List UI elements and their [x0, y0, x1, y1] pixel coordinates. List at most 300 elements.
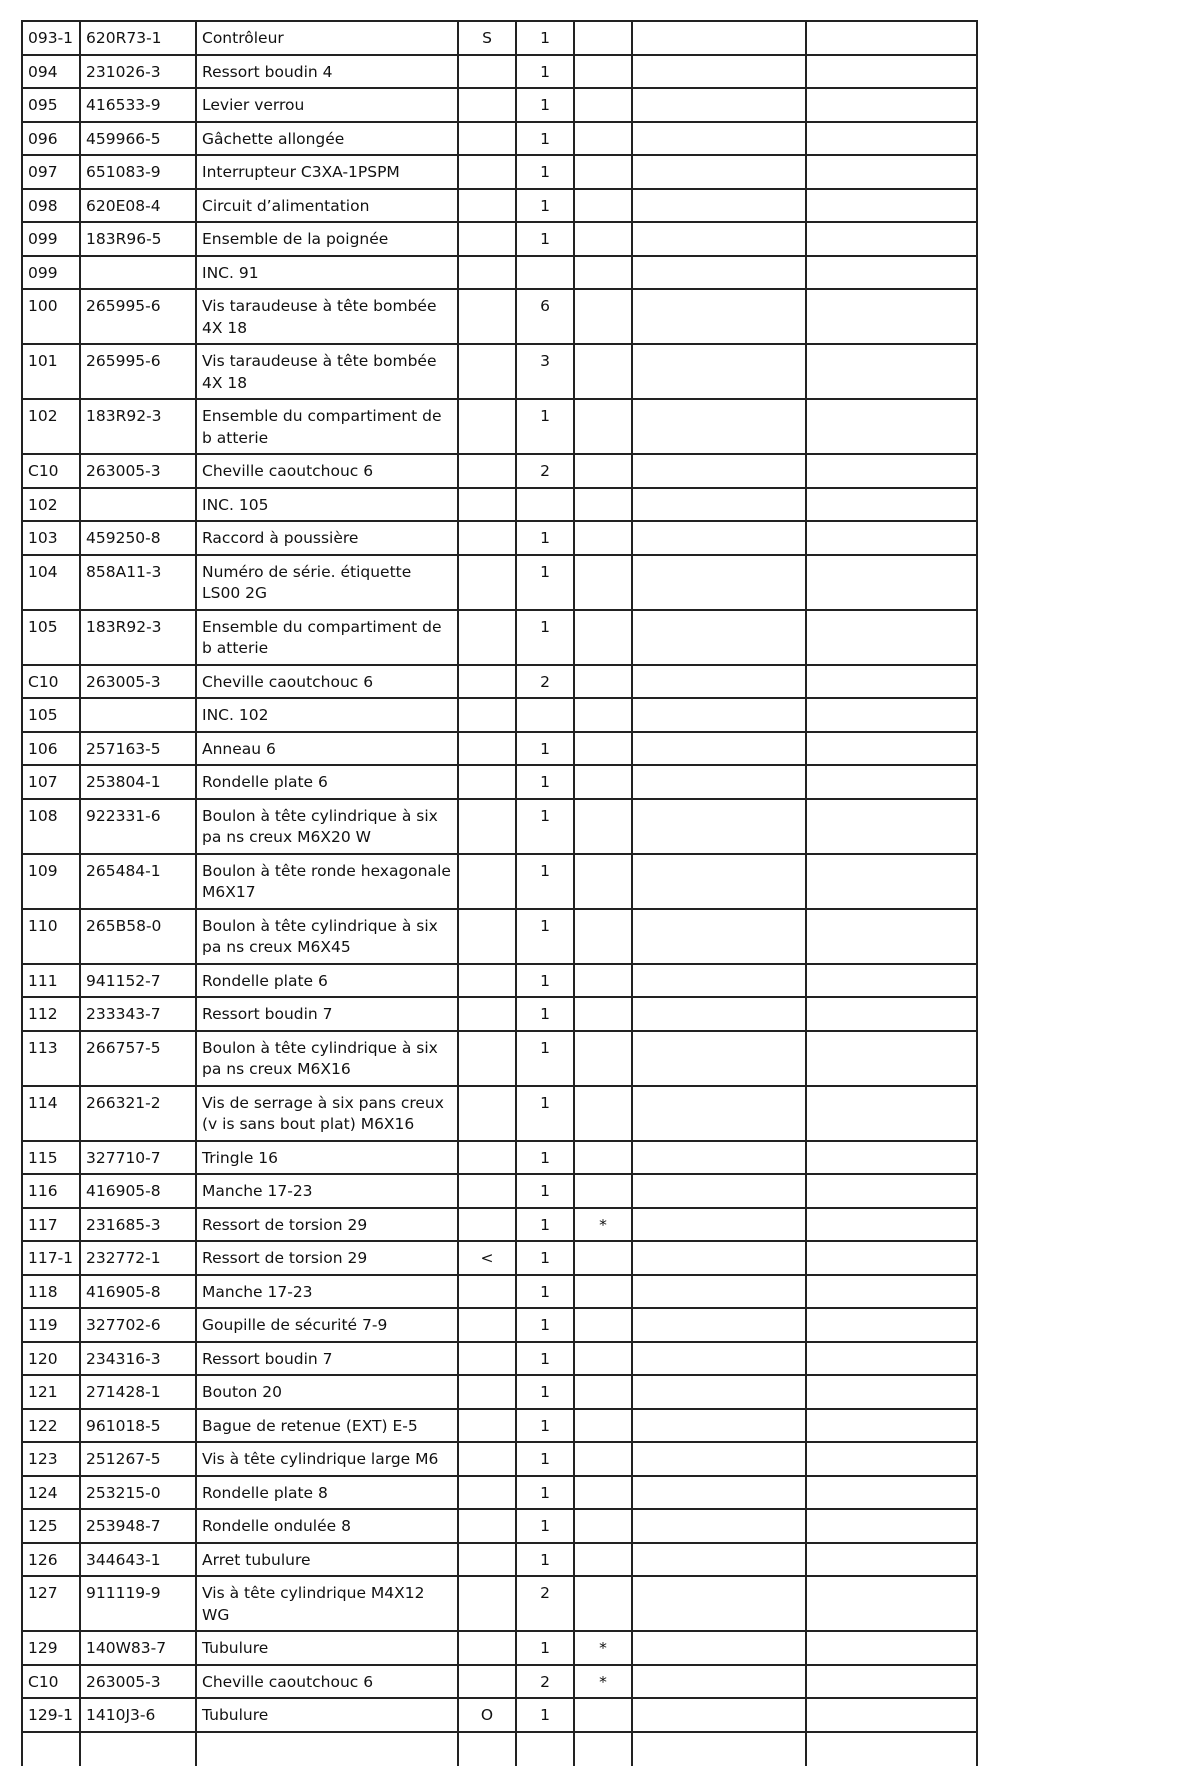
empty-cell [806, 454, 977, 488]
code-cell [458, 1086, 516, 1141]
part-reference-cell: 253804-1 [80, 765, 196, 799]
empty-cell [806, 399, 977, 454]
part-reference-cell: 1410J3-6 [80, 1698, 196, 1732]
note-cell [574, 854, 632, 909]
empty-cell [806, 698, 977, 732]
table-row [22, 1375, 977, 1409]
empty-cell [632, 1174, 806, 1208]
empty-cell [806, 256, 977, 290]
empty-cell [22, 1732, 80, 1766]
table-row-empty [22, 1732, 977, 1766]
empty-cell [632, 555, 806, 610]
note-cell [574, 765, 632, 799]
empty-cell [806, 1086, 977, 1141]
item-number-cell: 106 [22, 732, 80, 766]
description-cell: Gâchette allongée [196, 122, 458, 156]
empty-cell [806, 1174, 977, 1208]
empty-cell [516, 1732, 574, 1766]
quantity-cell: 2 [516, 454, 574, 488]
part-reference-cell: 961018-5 [80, 1409, 196, 1443]
quantity-cell: 1 [516, 909, 574, 964]
part-reference-cell: 416905-8 [80, 1174, 196, 1208]
item-number-cell: 112 [22, 997, 80, 1031]
description-cell: Ensemble du compartiment de b atterie [196, 399, 458, 454]
description-cell: Ressort de torsion 29 [196, 1241, 458, 1275]
part-reference-cell: 257163-5 [80, 732, 196, 766]
empty-cell [632, 732, 806, 766]
empty-cell [806, 854, 977, 909]
item-number-cell: 108 [22, 799, 80, 854]
table-row [22, 997, 977, 1031]
item-number-cell: 129-1 [22, 1698, 80, 1732]
item-number-cell: 110 [22, 909, 80, 964]
empty-cell [632, 964, 806, 998]
code-cell [458, 189, 516, 223]
part-reference-cell: 266757-5 [80, 1031, 196, 1086]
empty-cell [632, 488, 806, 522]
code-cell [458, 1308, 516, 1342]
parts-table [21, 20, 978, 1766]
quantity-cell: 1 [516, 1476, 574, 1510]
empty-cell [806, 799, 977, 854]
empty-cell [632, 1308, 806, 1342]
code-cell [458, 765, 516, 799]
empty-cell [632, 88, 806, 122]
item-number-cell: 123 [22, 1442, 80, 1476]
description-cell: Manche 17-23 [196, 1174, 458, 1208]
empty-cell [806, 1375, 977, 1409]
code-cell [458, 289, 516, 344]
empty-cell [632, 222, 806, 256]
code-cell [458, 1174, 516, 1208]
code-cell [458, 521, 516, 555]
item-number-cell: 124 [22, 1476, 80, 1510]
code-cell: S [458, 21, 516, 55]
table-row [22, 1543, 977, 1577]
table-row [22, 521, 977, 555]
code-cell [458, 1509, 516, 1543]
empty-cell [632, 698, 806, 732]
part-reference-cell: 416905-8 [80, 1275, 196, 1309]
note-cell [574, 122, 632, 156]
item-number-cell: C10 [22, 454, 80, 488]
description-cell: Bouton 20 [196, 1375, 458, 1409]
item-number-cell: 094 [22, 55, 80, 89]
quantity-cell: 3 [516, 344, 574, 399]
empty-cell [632, 454, 806, 488]
part-reference-cell: 231685-3 [80, 1208, 196, 1242]
table-row [22, 732, 977, 766]
quantity-cell: 1 [516, 1543, 574, 1577]
description-cell: Ensemble du compartiment de b atterie [196, 610, 458, 665]
part-reference-cell: 266321-2 [80, 1086, 196, 1141]
note-cell [574, 155, 632, 189]
empty-cell [806, 344, 977, 399]
code-cell [458, 1375, 516, 1409]
code-cell [458, 610, 516, 665]
quantity-cell: 1 [516, 521, 574, 555]
quantity-cell: 1 [516, 1631, 574, 1665]
empty-cell [806, 1208, 977, 1242]
table-row [22, 222, 977, 256]
table-row [22, 854, 977, 909]
code-cell [458, 1476, 516, 1510]
part-reference-cell: 265995-6 [80, 344, 196, 399]
code-cell [458, 1342, 516, 1376]
empty-cell [806, 21, 977, 55]
quantity-cell: 1 [516, 964, 574, 998]
code-cell [458, 1208, 516, 1242]
part-reference-cell [80, 488, 196, 522]
part-reference-cell: 416533-9 [80, 88, 196, 122]
part-reference-cell: 263005-3 [80, 665, 196, 699]
item-number-cell: 099 [22, 222, 80, 256]
note-cell [574, 21, 632, 55]
part-reference-cell: 233343-7 [80, 997, 196, 1031]
quantity-cell: 1 [516, 1308, 574, 1342]
item-number-cell: 105 [22, 698, 80, 732]
empty-cell [632, 1665, 806, 1699]
empty-cell [632, 1543, 806, 1577]
quantity-cell: 1 [516, 610, 574, 665]
code-cell [458, 256, 516, 290]
description-cell: Rondelle ondulée 8 [196, 1509, 458, 1543]
table-row [22, 454, 977, 488]
note-cell [574, 1308, 632, 1342]
note-cell [574, 1375, 632, 1409]
empty-cell [806, 1275, 977, 1309]
empty-cell [632, 1576, 806, 1631]
item-number-cell: 111 [22, 964, 80, 998]
description-cell: INC. 105 [196, 488, 458, 522]
empty-cell [806, 1442, 977, 1476]
quantity-cell: 1 [516, 1174, 574, 1208]
description-cell: Vis taraudeuse à tête bombée 4X 18 [196, 344, 458, 399]
empty-cell [806, 1031, 977, 1086]
item-number-cell: 113 [22, 1031, 80, 1086]
description-cell: Vis taraudeuse à tête bombée 4X 18 [196, 289, 458, 344]
empty-cell [806, 1409, 977, 1443]
note-cell [574, 964, 632, 998]
note-cell [574, 1342, 632, 1376]
part-reference-cell: 263005-3 [80, 1665, 196, 1699]
note-cell [574, 1031, 632, 1086]
quantity-cell: 1 [516, 732, 574, 766]
empty-cell [632, 1275, 806, 1309]
empty-cell [806, 1241, 977, 1275]
description-cell: Vis à tête cylindrique large M6 [196, 1442, 458, 1476]
empty-cell [632, 1442, 806, 1476]
description-cell: Goupille de sécurité 7-9 [196, 1308, 458, 1342]
empty-cell [806, 610, 977, 665]
item-number-cell: 117-1 [22, 1241, 80, 1275]
part-reference-cell: 620R73-1 [80, 21, 196, 55]
table-row [22, 1442, 977, 1476]
quantity-cell: 1 [516, 1208, 574, 1242]
part-reference-cell: 922331-6 [80, 799, 196, 854]
code-cell [458, 1665, 516, 1699]
part-reference-cell: 234316-3 [80, 1342, 196, 1376]
table-row [22, 1409, 977, 1443]
empty-cell [806, 997, 977, 1031]
part-reference-cell: 459250-8 [80, 521, 196, 555]
empty-cell [632, 1732, 806, 1766]
quantity-cell: 6 [516, 289, 574, 344]
table-row [22, 21, 977, 55]
item-number-cell: 116 [22, 1174, 80, 1208]
item-number-cell: 115 [22, 1141, 80, 1175]
part-reference-cell: 251267-5 [80, 1442, 196, 1476]
table-row [22, 1141, 977, 1175]
note-cell [574, 1442, 632, 1476]
item-number-cell: 125 [22, 1509, 80, 1543]
part-reference-cell: 941152-7 [80, 964, 196, 998]
quantity-cell: 1 [516, 21, 574, 55]
note-cell [574, 610, 632, 665]
code-cell [458, 909, 516, 964]
code-cell [458, 1576, 516, 1631]
note-cell [574, 399, 632, 454]
description-cell: Tubulure [196, 1698, 458, 1732]
code-cell [458, 1141, 516, 1175]
item-number-cell: 101 [22, 344, 80, 399]
empty-cell [458, 1732, 516, 1766]
note-cell [574, 256, 632, 290]
note-cell [574, 1241, 632, 1275]
quantity-cell: 1 [516, 1241, 574, 1275]
quantity-cell: 1 [516, 799, 574, 854]
parts-table-body [22, 21, 977, 1766]
code-cell [458, 1409, 516, 1443]
empty-cell [806, 521, 977, 555]
code-cell [458, 55, 516, 89]
code-cell [458, 155, 516, 189]
empty-cell [632, 1342, 806, 1376]
description-cell: Boulon à tête cylindrique à six pa ns creux M6X45 [196, 909, 458, 964]
empty-cell [806, 1732, 977, 1766]
description-cell: Vis à tête cylindrique M4X12 WG [196, 1576, 458, 1631]
item-number-cell: 095 [22, 88, 80, 122]
empty-cell [806, 765, 977, 799]
empty-cell [806, 122, 977, 156]
description-cell: Tringle 16 [196, 1141, 458, 1175]
table-row [22, 1308, 977, 1342]
note-cell [574, 1275, 632, 1309]
empty-cell [806, 1476, 977, 1510]
table-row [22, 665, 977, 699]
item-number-cell: 103 [22, 521, 80, 555]
table-row [22, 256, 977, 290]
part-reference-cell: 231026-3 [80, 55, 196, 89]
empty-cell [806, 55, 977, 89]
empty-cell [806, 1665, 977, 1699]
item-number-cell: 127 [22, 1576, 80, 1631]
note-cell [574, 344, 632, 399]
empty-cell [806, 964, 977, 998]
note-cell: * [574, 1665, 632, 1699]
part-reference-cell: 344643-1 [80, 1543, 196, 1577]
quantity-cell: 1 [516, 1141, 574, 1175]
table-row [22, 698, 977, 732]
note-cell [574, 1086, 632, 1141]
item-number-cell: 093-1 [22, 21, 80, 55]
code-cell [458, 1275, 516, 1309]
note-cell [574, 1698, 632, 1732]
table-row [22, 909, 977, 964]
code-cell [458, 399, 516, 454]
empty-cell [632, 1031, 806, 1086]
empty-cell [632, 1141, 806, 1175]
note-cell [574, 1409, 632, 1443]
description-cell: Interrupteur C3XA-1PSPM [196, 155, 458, 189]
quantity-cell: 1 [516, 1342, 574, 1376]
item-number-cell: 129 [22, 1631, 80, 1665]
part-reference-cell: 651083-9 [80, 155, 196, 189]
empty-cell [806, 909, 977, 964]
empty-cell [632, 1631, 806, 1665]
empty-cell [806, 222, 977, 256]
quantity-cell: 1 [516, 997, 574, 1031]
item-number-cell: 121 [22, 1375, 80, 1409]
part-reference-cell: 232772-1 [80, 1241, 196, 1275]
code-cell [458, 454, 516, 488]
note-cell: * [574, 1208, 632, 1242]
empty-cell [574, 1732, 632, 1766]
part-reference-cell: 183R92-3 [80, 610, 196, 665]
empty-cell [632, 1241, 806, 1275]
item-number-cell: C10 [22, 1665, 80, 1699]
quantity-cell: 1 [516, 189, 574, 223]
code-cell [458, 1631, 516, 1665]
empty-cell [632, 122, 806, 156]
note-cell [574, 189, 632, 223]
description-cell: Ressort boudin 4 [196, 55, 458, 89]
quantity-cell: 1 [516, 1275, 574, 1309]
empty-cell [632, 1086, 806, 1141]
description-cell: Rondelle plate 6 [196, 765, 458, 799]
item-number-cell: 100 [22, 289, 80, 344]
note-cell [574, 88, 632, 122]
note-cell [574, 488, 632, 522]
note-cell [574, 1543, 632, 1577]
description-cell: INC. 102 [196, 698, 458, 732]
part-reference-cell: 140W83-7 [80, 1631, 196, 1665]
item-number-cell: 117 [22, 1208, 80, 1242]
quantity-cell [516, 256, 574, 290]
quantity-cell: 1 [516, 765, 574, 799]
quantity-cell: 1 [516, 854, 574, 909]
description-cell: Contrôleur [196, 21, 458, 55]
code-cell [458, 555, 516, 610]
empty-cell [632, 997, 806, 1031]
empty-cell [632, 610, 806, 665]
description-cell: Rondelle plate 8 [196, 1476, 458, 1510]
description-cell: Rondelle plate 6 [196, 964, 458, 998]
empty-cell [632, 1409, 806, 1443]
empty-cell [632, 21, 806, 55]
code-cell [458, 799, 516, 854]
code-cell: O [458, 1698, 516, 1732]
quantity-cell: 1 [516, 1442, 574, 1476]
quantity-cell: 1 [516, 88, 574, 122]
part-reference-cell: 183R96-5 [80, 222, 196, 256]
part-reference-cell: 327710-7 [80, 1141, 196, 1175]
table-row [22, 122, 977, 156]
empty-cell [806, 1308, 977, 1342]
part-reference-cell: 183R92-3 [80, 399, 196, 454]
description-cell: Boulon à tête cylindrique à six pa ns creux M6X20 W [196, 799, 458, 854]
description-cell: Cheville caoutchouc 6 [196, 665, 458, 699]
empty-cell [632, 344, 806, 399]
part-reference-cell: 265484-1 [80, 854, 196, 909]
part-reference-cell: 253948-7 [80, 1509, 196, 1543]
part-reference-cell: 459966-5 [80, 122, 196, 156]
empty-cell [632, 155, 806, 189]
table-row [22, 1665, 977, 1699]
quantity-cell: 1 [516, 1086, 574, 1141]
table-row [22, 55, 977, 89]
item-number-cell: 120 [22, 1342, 80, 1376]
code-cell [458, 732, 516, 766]
empty-cell [806, 155, 977, 189]
table-row [22, 1476, 977, 1510]
part-reference-cell: 265B58-0 [80, 909, 196, 964]
table-row [22, 1275, 977, 1309]
item-number-cell: 114 [22, 1086, 80, 1141]
item-number-cell: 102 [22, 399, 80, 454]
table-row [22, 189, 977, 223]
empty-cell [632, 1698, 806, 1732]
empty-cell [806, 1342, 977, 1376]
empty-cell [806, 189, 977, 223]
item-number-cell: 102 [22, 488, 80, 522]
note-cell [574, 732, 632, 766]
description-cell: Levier verrou [196, 88, 458, 122]
item-number-cell: 122 [22, 1409, 80, 1443]
note-cell [574, 1141, 632, 1175]
note-cell [574, 1174, 632, 1208]
table-row [22, 289, 977, 344]
quantity-cell: 2 [516, 665, 574, 699]
table-row [22, 799, 977, 854]
empty-cell [632, 765, 806, 799]
note-cell [574, 454, 632, 488]
quantity-cell: 1 [516, 1031, 574, 1086]
empty-cell [632, 1375, 806, 1409]
description-cell: Ressort de torsion 29 [196, 1208, 458, 1242]
table-row [22, 1031, 977, 1086]
empty-cell [806, 1141, 977, 1175]
quantity-cell: 1 [516, 222, 574, 256]
part-reference-cell: 327702-6 [80, 1308, 196, 1342]
quantity-cell: 1 [516, 1409, 574, 1443]
table-row [22, 765, 977, 799]
note-cell [574, 1476, 632, 1510]
part-reference-cell: 911119-9 [80, 1576, 196, 1631]
part-reference-cell: 271428-1 [80, 1375, 196, 1409]
item-number-cell: 096 [22, 122, 80, 156]
code-cell [458, 488, 516, 522]
table-row [22, 488, 977, 522]
table-row [22, 1631, 977, 1665]
empty-cell [806, 732, 977, 766]
quantity-cell: 1 [516, 1698, 574, 1732]
description-cell: Raccord à poussière [196, 521, 458, 555]
item-number-cell: 118 [22, 1275, 80, 1309]
table-row [22, 155, 977, 189]
empty-cell [806, 1576, 977, 1631]
empty-cell [806, 665, 977, 699]
